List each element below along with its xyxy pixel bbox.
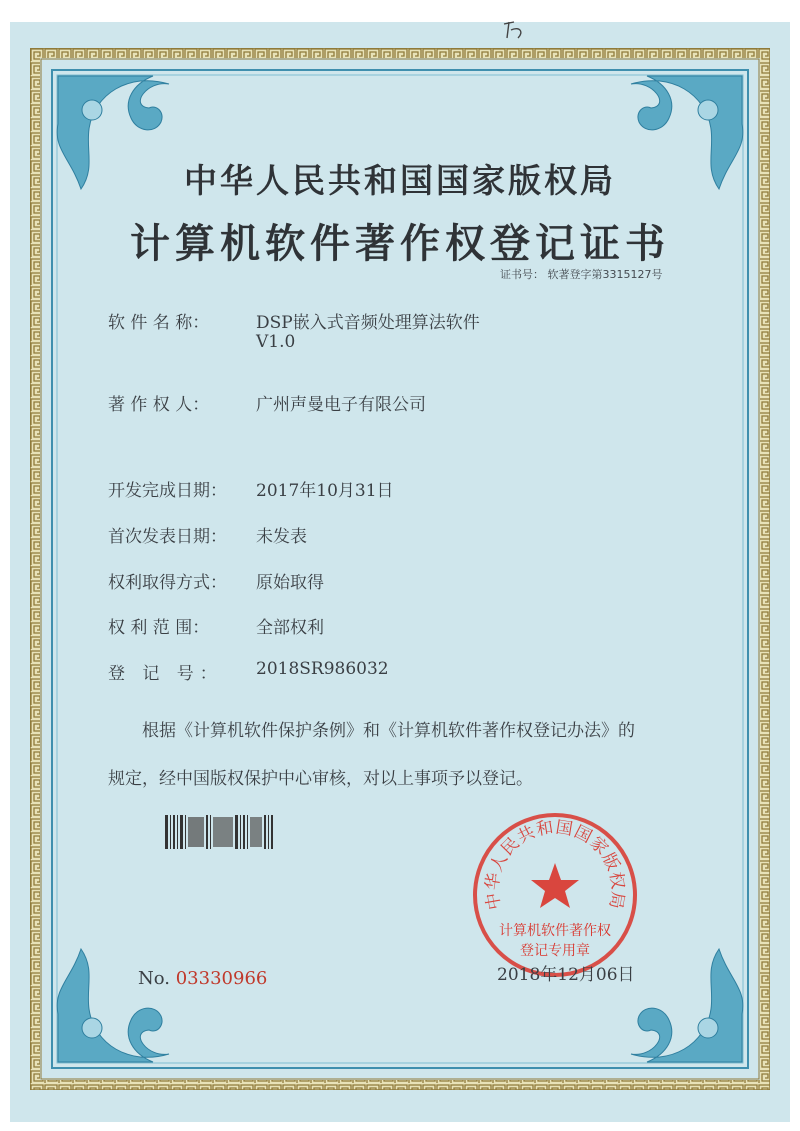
certificate-number: 证书号： 软著登字第3315127号 [500,268,663,281]
seal-text-line-2: 登记专用章 [520,943,590,959]
serial-number [138,968,267,989]
serial-number-value: 03330966 [175,968,268,989]
certificate-title: 计算机软件著作权登记证书 [130,220,670,267]
field-label-registration-number: 登 记 号： [108,664,223,684]
issue-date: 2018年12月06日 [497,965,635,985]
statement-line-1: 根据《计算机软件保护条例》和《计算机软件著作权登记办法》的 [142,721,635,741]
field-label-acquisition-method: 权利取得方式： [108,573,227,593]
field-value-acquisition-method: 原始取得 [256,573,324,593]
issuing-authority: 中华人民共和国国家版权局 [184,161,616,200]
certificate-barcode [165,815,273,849]
field-label-completion-date: 开发完成日期： [108,481,227,501]
field-value-first-publication: 未发表 [256,527,307,547]
field-value-completion-date: 2017年10月31日 [256,481,394,501]
field-label-first-publication: 首次发表日期： [108,527,227,547]
serial-number-prefix: No. [138,968,170,989]
field-value-registration-number: 2018SR986032 [256,659,389,679]
field-label-copyright-owner: 著 作 权 人： [108,395,210,415]
field-label-software-name: 软 件 名 称： [108,313,210,333]
seal-text-line-1: 计算机软件著作权 [499,923,611,939]
field-label-rights-scope: 权 利 范 围： [108,618,210,638]
field-value-software-name: DSP嵌入式音频处理算法软件 [256,313,480,333]
statement-line-2: 规定，经中国版权保护中心审核，对以上事项予以登记。 [108,769,533,789]
field-value-software-version: V1.0 [256,332,296,352]
field-value-copyright-owner: 广州声曼电子有限公司 [256,395,426,415]
svg-text:中华人民共和国国家版权局: 中华人民共和国国家版权局 [482,817,628,912]
field-value-rights-scope: 全部权利 [256,618,324,638]
